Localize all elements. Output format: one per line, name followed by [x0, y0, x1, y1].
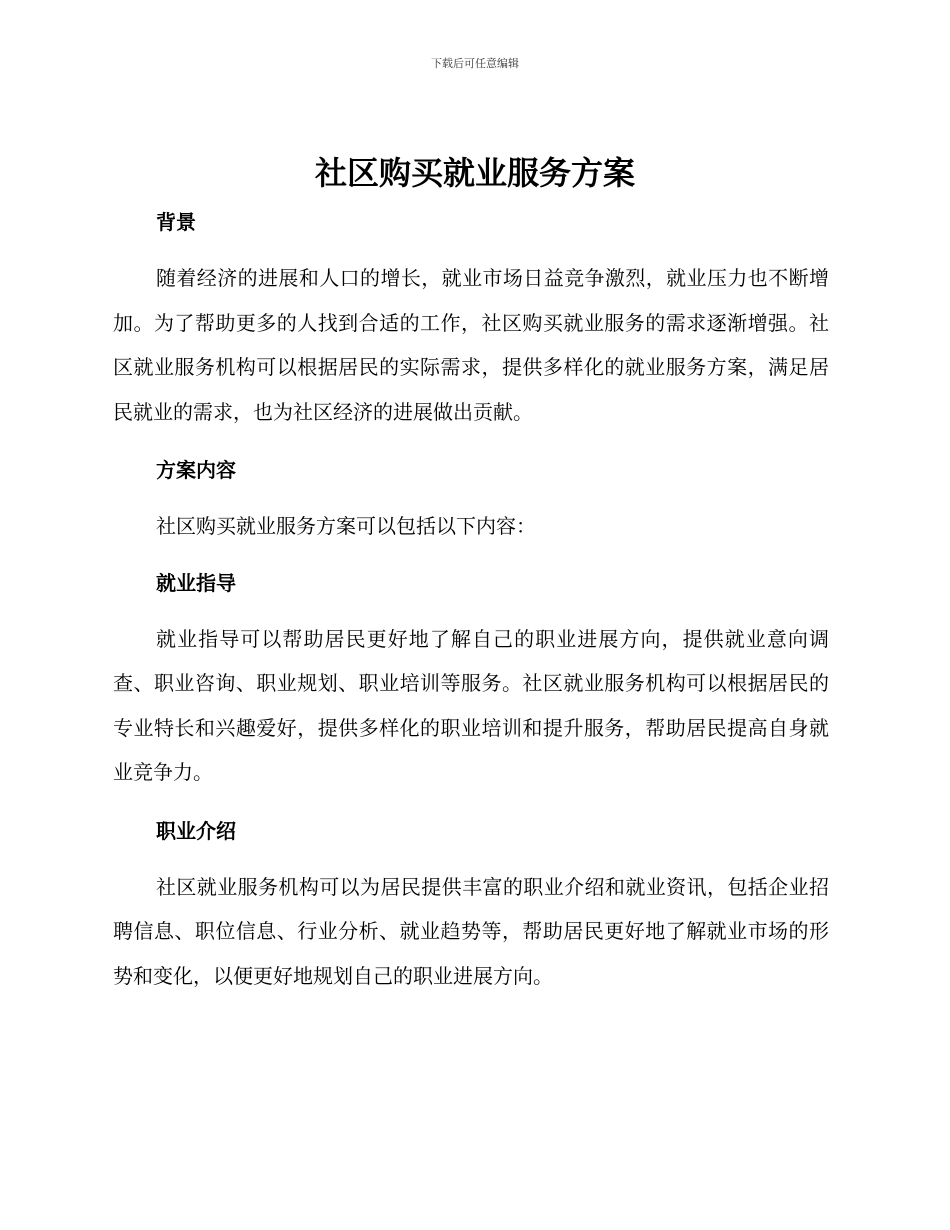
section-paragraph-plan-content: 社区购买就业服务方案可以包括以下内容： [156, 514, 536, 538]
section-heading-job-introduction: 职业介绍 [156, 818, 236, 843]
section-paragraph-employment-guidance: 就业指导可以帮助居民更好地了解自己的职业进展方向，提供就业意向调查、职业咨询、职业规划、职业培训等服务。社区就业服务机构可以根据居民的专业特长和兴趣爱好，提供多样化的职业培训和提升服务，帮助居民提高自身就业竞争力。 [113, 626, 829, 784]
section-paragraph-background: 随着经济的进展和人口的增长，就业市场日益竞争激烈，就业压力也不断增加。为了帮助更多的人找到合适的工作，社区购买就业服务的需求逐渐增强。社区就业服务机构可以根据居民的实际需求，提供多样化的就业服务方案，满足居民就业的需求，也为社区经济的进展做出贡献。 [113, 266, 829, 424]
section-heading-employment-guidance: 就业指导 [156, 570, 236, 595]
section-heading-background: 背景 [156, 210, 196, 234]
section-paragraph-job-introduction: 社区就业服务机构可以为居民提供丰富的职业介绍和就业资讯，包括企业招聘信息、职位信息、行业分析、就业趋势等，帮助居民更好地了解就业市场的形势和变化，以便更好地规划自己的职业进展方向。 [113, 874, 829, 988]
page-header-note: 下载后可任意编辑 [431, 57, 519, 70]
section-heading-plan-content: 方案内容 [156, 458, 236, 482]
document-title: 社区购买就业服务方案 [314, 154, 635, 192]
document-body [113, 200, 829, 998]
